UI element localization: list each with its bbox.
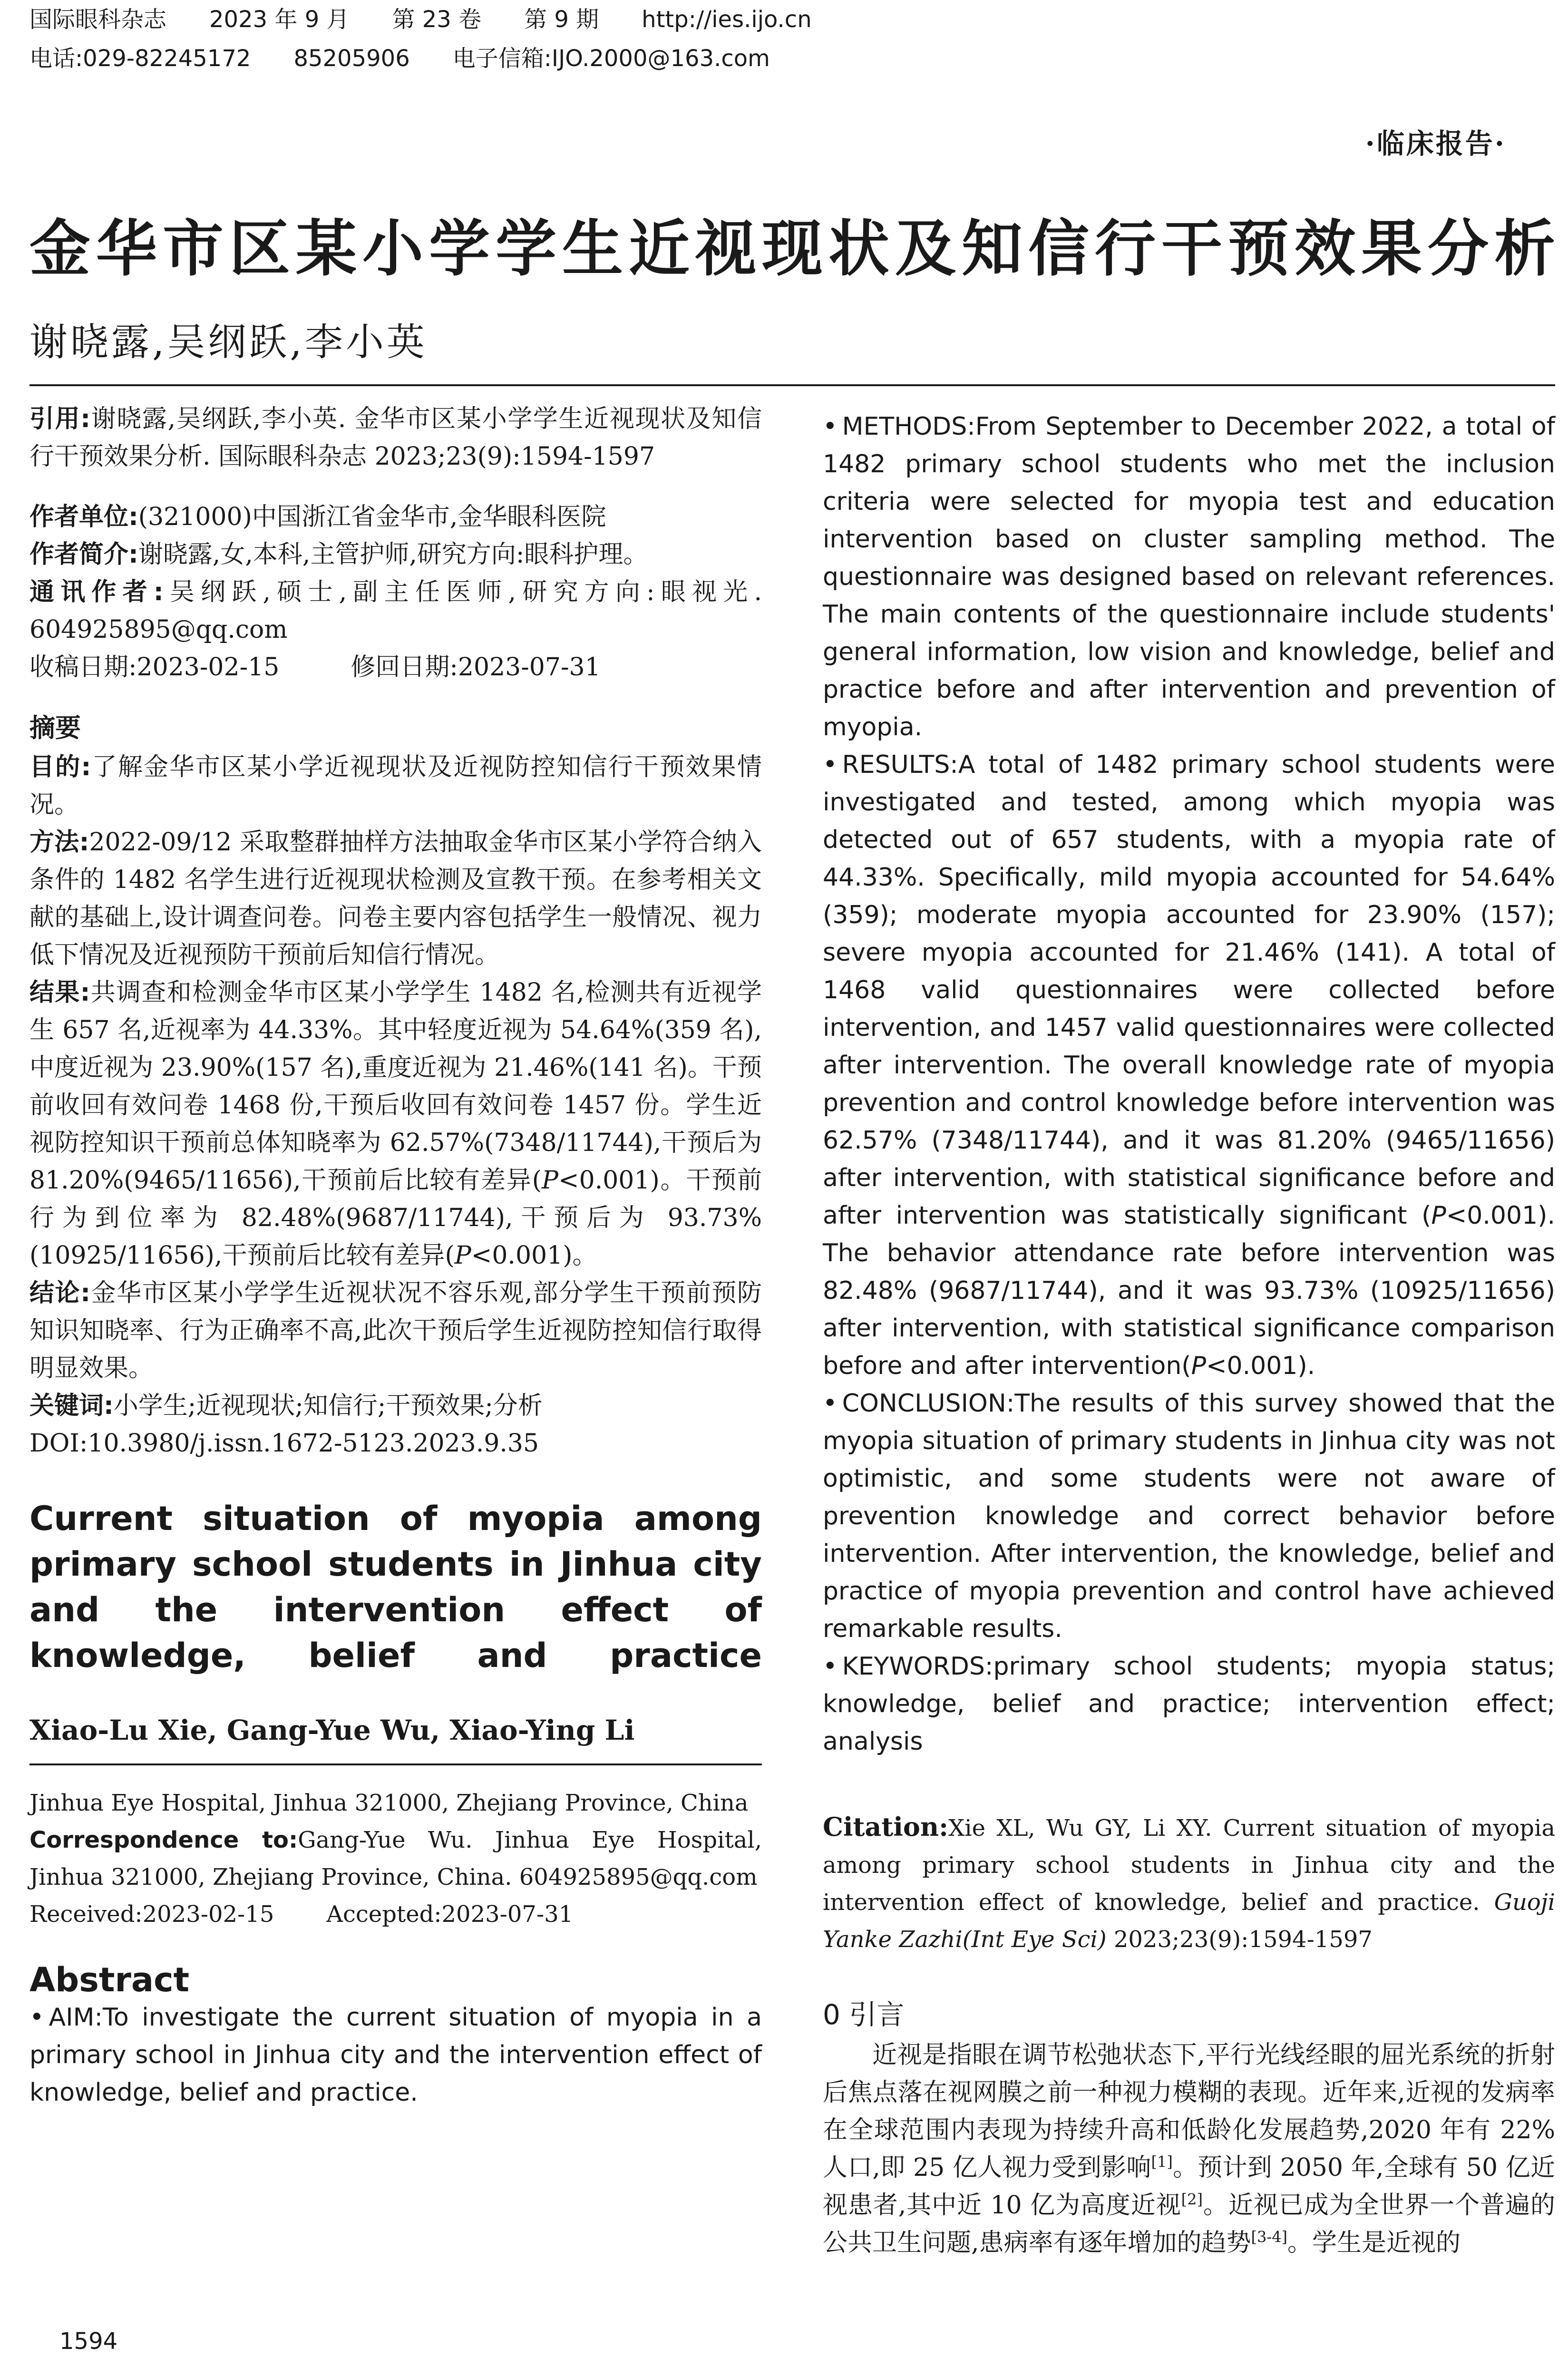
results-text-3: <0.001)。 bbox=[471, 1241, 597, 1270]
english-dates bbox=[29, 1896, 762, 1933]
journal-name: 国际眼科杂志 bbox=[29, 6, 167, 33]
abstract-methods bbox=[29, 824, 762, 974]
english-keywords-text: primary school students; myopia status; knowledge, belief and practice; intervention effect; analysis bbox=[823, 1652, 1555, 1756]
introduction-heading: 0 引言 bbox=[823, 1998, 905, 2031]
english-citation-journal: Guoji Yanke Zazhi(Int Eye Sci) bbox=[823, 1889, 1555, 1953]
aim-text: 了解金华市区某小学近视现状及近视防控知信行干预效果情况。 bbox=[29, 753, 762, 819]
english-title: Current situation of myopia among primary school students in Jinhua city and the intervention effect of knowledge, belief and practice bbox=[29, 1499, 762, 1675]
english-results-text-2: <0.001). The behavior attendance rate before intervention was 82.48% (9687/11744), and it was 93.73% (10925/11656) after intervention, with statistical significance comparison before and after intervention( bbox=[823, 1201, 1555, 1380]
p-symbol: P bbox=[454, 1241, 471, 1270]
abstract-aim bbox=[29, 749, 762, 824]
english-results-text-1: A total of 1482 primary school students were investigated and tested, among which myopia was detected out of 657 students, with a myopia rate of 44.33%. Specifically, mild myopia accounted for 54.64% (359); moderate myopia accounted for 23.90% (157); severe myopia accounted for 21.46% (141). A total of 1468 valid questionnaires were collected before intervention, and 1457 valid questionnaires were collected after intervention. The overall knowledge rate of myopia prevention and control knowledge before intervention was 62.57% (7348/11744), and it was 81.20% (9465/11656) after intervention, with statistical significance before and after intervention was statistically significant ( bbox=[823, 750, 1555, 1230]
conclusion-text: 金华市区某小学学生近视状况不容乐观,部分学生干预前预防知识知晓率、行为正确率不高,此次干预后学生近视防控知信行取得明显效果。 bbox=[29, 1279, 762, 1383]
conclusion-label: 结论: bbox=[29, 1279, 91, 1307]
reference-link[interactable]: [3-4] bbox=[1251, 2228, 1288, 2246]
bio-text: 谢晓露,女,本科,主管护师,研究方向:眼科护理。 bbox=[138, 540, 648, 569]
english-methods bbox=[823, 408, 1555, 746]
dates-cn bbox=[29, 649, 762, 686]
bullet-icon: • bbox=[823, 412, 838, 441]
corr-label: 通讯作者: bbox=[29, 578, 164, 606]
english-results-label: RESULTS: bbox=[842, 750, 958, 779]
introduction-paragraph bbox=[823, 2036, 1555, 2262]
citation-cn bbox=[29, 400, 762, 476]
english-authors-divider bbox=[29, 1763, 762, 1765]
bullet-icon: • bbox=[823, 1652, 838, 1681]
affiliation bbox=[29, 498, 762, 536]
journal-url[interactable]: http://ies.ijo.cn bbox=[642, 6, 812, 33]
doi[interactable]: DOI:10.3980/j.issn.1672-5123.2023.9.35 bbox=[29, 1429, 539, 1458]
intro-text-4: 。学生是近视的 bbox=[1287, 2229, 1461, 2257]
received-date: 收稿日期:2023-02-15 bbox=[29, 653, 280, 682]
bullet-icon: • bbox=[29, 2003, 44, 2032]
english-affiliation: Jinhua Eye Hospital, Jinhua 321000, Zhejiang Province, China bbox=[29, 1790, 749, 1816]
bullet-icon: • bbox=[823, 1389, 838, 1418]
english-conclusion-label: CONCLUSION: bbox=[842, 1389, 1015, 1418]
volume: 第 23 卷 bbox=[392, 6, 482, 33]
reference-link[interactable]: [2] bbox=[1181, 2190, 1203, 2209]
english-received: Received:2023-02-15 bbox=[29, 1901, 274, 1928]
english-citation-text: Xie XL, Wu GY, Li XY. Current situation of myopia among primary school students in Jinhua city and the intervention effect of knowledge, belief and practice. bbox=[823, 1815, 1555, 1916]
p-symbol: P bbox=[1431, 1201, 1446, 1230]
results-text-2: <0.001)。干预前行为到位率为 82.48%(9687/11744),干预后为 93.73%(10925/11656),干预前后比较有差异( bbox=[29, 1166, 762, 1270]
methods-text: 2022-09/12 采取整群抽样方法抽取金华市区某小学符合纳入条件的 1482 名学生进行近视现状检测及宣教干预。在参考相关文献的基础上,设计调查问卷。问卷主要内容包括学生一般情况、视力低下情况及近视预防干预前后知信行情况。 bbox=[29, 828, 762, 969]
english-aim-label: AIM: bbox=[49, 2003, 103, 2032]
english-conclusion bbox=[823, 1385, 1555, 1648]
p-symbol: P bbox=[1191, 1352, 1206, 1380]
english-authors: Xiao-Lu Xie, Gang-Yue Wu, Xiao-Ying Li bbox=[29, 1714, 635, 1746]
section-label: ·临床报告· bbox=[1365, 127, 1506, 160]
left-column bbox=[29, 400, 762, 2112]
english-results-text-3: <0.001). bbox=[1206, 1352, 1315, 1380]
keywords-label: 关键词: bbox=[29, 1392, 114, 1420]
corr-text: 吴纲跃,硕士,副主任医师,研究方向:眼视光. 604925895@qq.com bbox=[29, 578, 762, 644]
corresponding-author bbox=[29, 574, 762, 649]
phone-number: 电话:029-82245172 bbox=[29, 45, 251, 72]
intro-text-3: 。近视已成为全世界一个普遍的公共卫生问题,患病率有逐年增加的趋势 bbox=[823, 2191, 1555, 2257]
email-address[interactable]: 电子信箱:IJO.2000@163.com bbox=[452, 45, 770, 72]
keywords-text: 小学生;近视现状;知信行;干预效果;分析 bbox=[113, 1392, 543, 1420]
english-keywords-label: KEYWORDS: bbox=[842, 1652, 993, 1681]
english-corr-text: Gang-Yue Wu. Jinhua Eye Hospital, Jinhua 321000, Zhejiang Province, China. 604925895@qq.com bbox=[29, 1827, 762, 1890]
keywords-cn bbox=[29, 1387, 762, 1425]
intro-text-1: 近视是指眼在调节松弛状态下,平行光线经眼的屈光系统的折射后焦点落在视网膜之前一种视力模糊的表现。近年来,近视的发病率在全球范围内表现为持续升高和低龄化发展趋势,2020 年有 22%人口,即 25 亿人视力受到影响 bbox=[823, 2041, 1555, 2182]
journal-header-line-2 bbox=[29, 44, 813, 73]
bullet-icon: • bbox=[823, 750, 838, 779]
phone-number-2: 85205906 bbox=[293, 45, 410, 72]
author-bio bbox=[29, 536, 762, 574]
abstract-heading-cn: 摘要 bbox=[29, 713, 81, 743]
english-methods-label: METHODS: bbox=[842, 412, 975, 441]
results-text-1: 共调查和检测金华市区某小学学生 1482 名,检测共有近视学生 657 名,近视率为 44.33%。其中轻度近视为 54.64%(359 名),中度近视为 23.90%(157 名),重度近视为 21.46%(141 名)。干预前收回有效问卷 1468 份,干预后收回有效问卷 1457 份。学生近视防控知识干预前总体知晓率为 62.57%(7348/11744),干预后为 81.20%(9465/11656),干预前后比较有差异( bbox=[29, 978, 762, 1195]
abstract-conclusion bbox=[29, 1275, 762, 1387]
english-citation bbox=[823, 1808, 1555, 1958]
english-correspondence bbox=[29, 1822, 762, 1896]
issue-number: 第 9 期 bbox=[524, 6, 599, 33]
article-title: 金华市区某小学学生近视现状及知信行干预效果分析 bbox=[29, 213, 1561, 284]
english-conclusion-text: The results of this survey showed that the myopia situation of primary students in Jinhua city was not optimistic, and some students were not aware of prevention knowledge and correct behavior before intervention. After intervention, the knowledge, belief and practice of myopia prevention and control have achieved remarkable results. bbox=[823, 1389, 1555, 1643]
header-divider bbox=[29, 384, 1555, 386]
english-keywords bbox=[823, 1648, 1555, 1761]
aim-label: 目的: bbox=[29, 753, 91, 781]
reference-link[interactable]: [1] bbox=[1151, 2153, 1173, 2171]
english-corr-label: Correspondence to: bbox=[29, 1827, 298, 1853]
english-abstract-heading: Abstract bbox=[29, 1960, 190, 1999]
authors-cn: 谢晓露,吴纲跃,李小英 bbox=[29, 320, 428, 364]
results-label: 结果: bbox=[29, 978, 90, 1007]
revised-date: 修回日期:2023-07-31 bbox=[351, 653, 601, 682]
methods-label: 方法: bbox=[29, 828, 89, 857]
right-column bbox=[823, 408, 1555, 2262]
english-citation-label: Citation: bbox=[823, 1812, 949, 1842]
english-citation-tail: 2023;23(9):1594-1597 bbox=[1106, 1926, 1373, 1953]
english-aim bbox=[29, 1999, 762, 2112]
page-number: 1594 bbox=[59, 2328, 118, 2355]
intro-text-2: 。预计到 2050 年,全球有 50 亿近视患者,其中近 10 亿为高度近视 bbox=[823, 2153, 1555, 2220]
affiliation-label: 作者单位: bbox=[29, 503, 138, 531]
english-results bbox=[823, 746, 1555, 1385]
journal-header-line-1 bbox=[29, 5, 855, 34]
english-aim-text: To investigate the current situation of myopia in a primary school in Jinhua city and the intervention effect of knowledge, belief and practice. bbox=[29, 2003, 762, 2107]
p-symbol: P bbox=[542, 1166, 559, 1195]
citation-text: 谢晓露,吴纲跃,李小英. 金华市区某小学学生近视现状及知信行干预效果分析. 国际眼科杂志 2023;23(9):1594-1597 bbox=[29, 405, 762, 471]
english-methods-text: From September to December 2022, a total of 1482 primary school students who met the inclusion criteria were selected for myopia test and education intervention based on cluster sampling method. The questionnaire was designed based on relevant references. The main contents of the questionnaire include students' general information, low vision and knowledge, belief and practice before and after intervention and prevention of myopia. bbox=[823, 412, 1555, 741]
bio-label: 作者简介: bbox=[29, 540, 138, 569]
english-accepted: Accepted:2023-07-31 bbox=[326, 1901, 574, 1928]
abstract-results bbox=[29, 974, 762, 1275]
issue-date: 2023 年 9 月 bbox=[209, 6, 350, 33]
affiliation-text: (321000)中国浙江省金华市,金华眼科医院 bbox=[138, 503, 606, 531]
citation-label: 引用: bbox=[29, 405, 91, 433]
